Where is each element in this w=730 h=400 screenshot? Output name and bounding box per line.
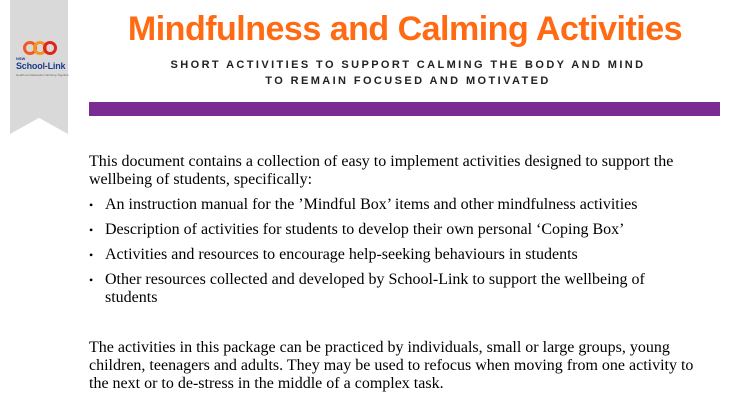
list-item <box>89 271 699 307</box>
bullet-icon: • <box>89 223 94 237</box>
logo-small-text: NSW <box>16 56 26 61</box>
bullet-icon: • <box>89 198 94 212</box>
list-item-text: Other resources collected and developed by School-Link to support the wellbeing of students <box>105 271 645 306</box>
bullet-icon: • <box>89 273 94 287</box>
list-item <box>89 221 699 239</box>
intro-paragraph: This document contains a collection of easy to implement activities designed to support the wellbeing of students, specifically: <box>89 153 674 188</box>
page-title: Mindfulness and Calming Activities <box>127 10 683 48</box>
list-item-text: An instruction manual for the ’Mindful Box’ items and other mindfulness activities <box>105 196 638 213</box>
logo-name: School-Link <box>16 61 66 71</box>
logo-tagline: Health and Education Working Together <box>16 73 69 77</box>
subtitle-line-1: SHORT ACTIVITIES TO SUPPORT CALMING THE BODY AND MIND <box>170 59 646 71</box>
list-item-text: Activities and resources to encourage help-seeking behaviours in students <box>105 246 578 263</box>
school-link-logo <box>14 40 69 80</box>
logo-rings-icon <box>22 40 58 56</box>
bullet-icon: • <box>89 248 94 262</box>
list-item <box>89 246 699 264</box>
page-subtitle <box>108 57 708 89</box>
subtitle-line-2: TO REMAIN FOCUSED AND MOTIVATED <box>265 75 551 87</box>
header-divider-bar <box>89 102 720 116</box>
list-item-text: Description of activities for students to develop their own personal ‘Coping Box’ <box>105 221 625 238</box>
activities-list <box>89 196 699 314</box>
list-item <box>89 196 699 214</box>
usage-paragraph: The activities in this package can be practiced by individuals, small or large groups, young children, teenagers and adults. They may be used to refocus when moving from one activity to the next or to de-stress in the middle of a complex task. <box>89 339 694 392</box>
